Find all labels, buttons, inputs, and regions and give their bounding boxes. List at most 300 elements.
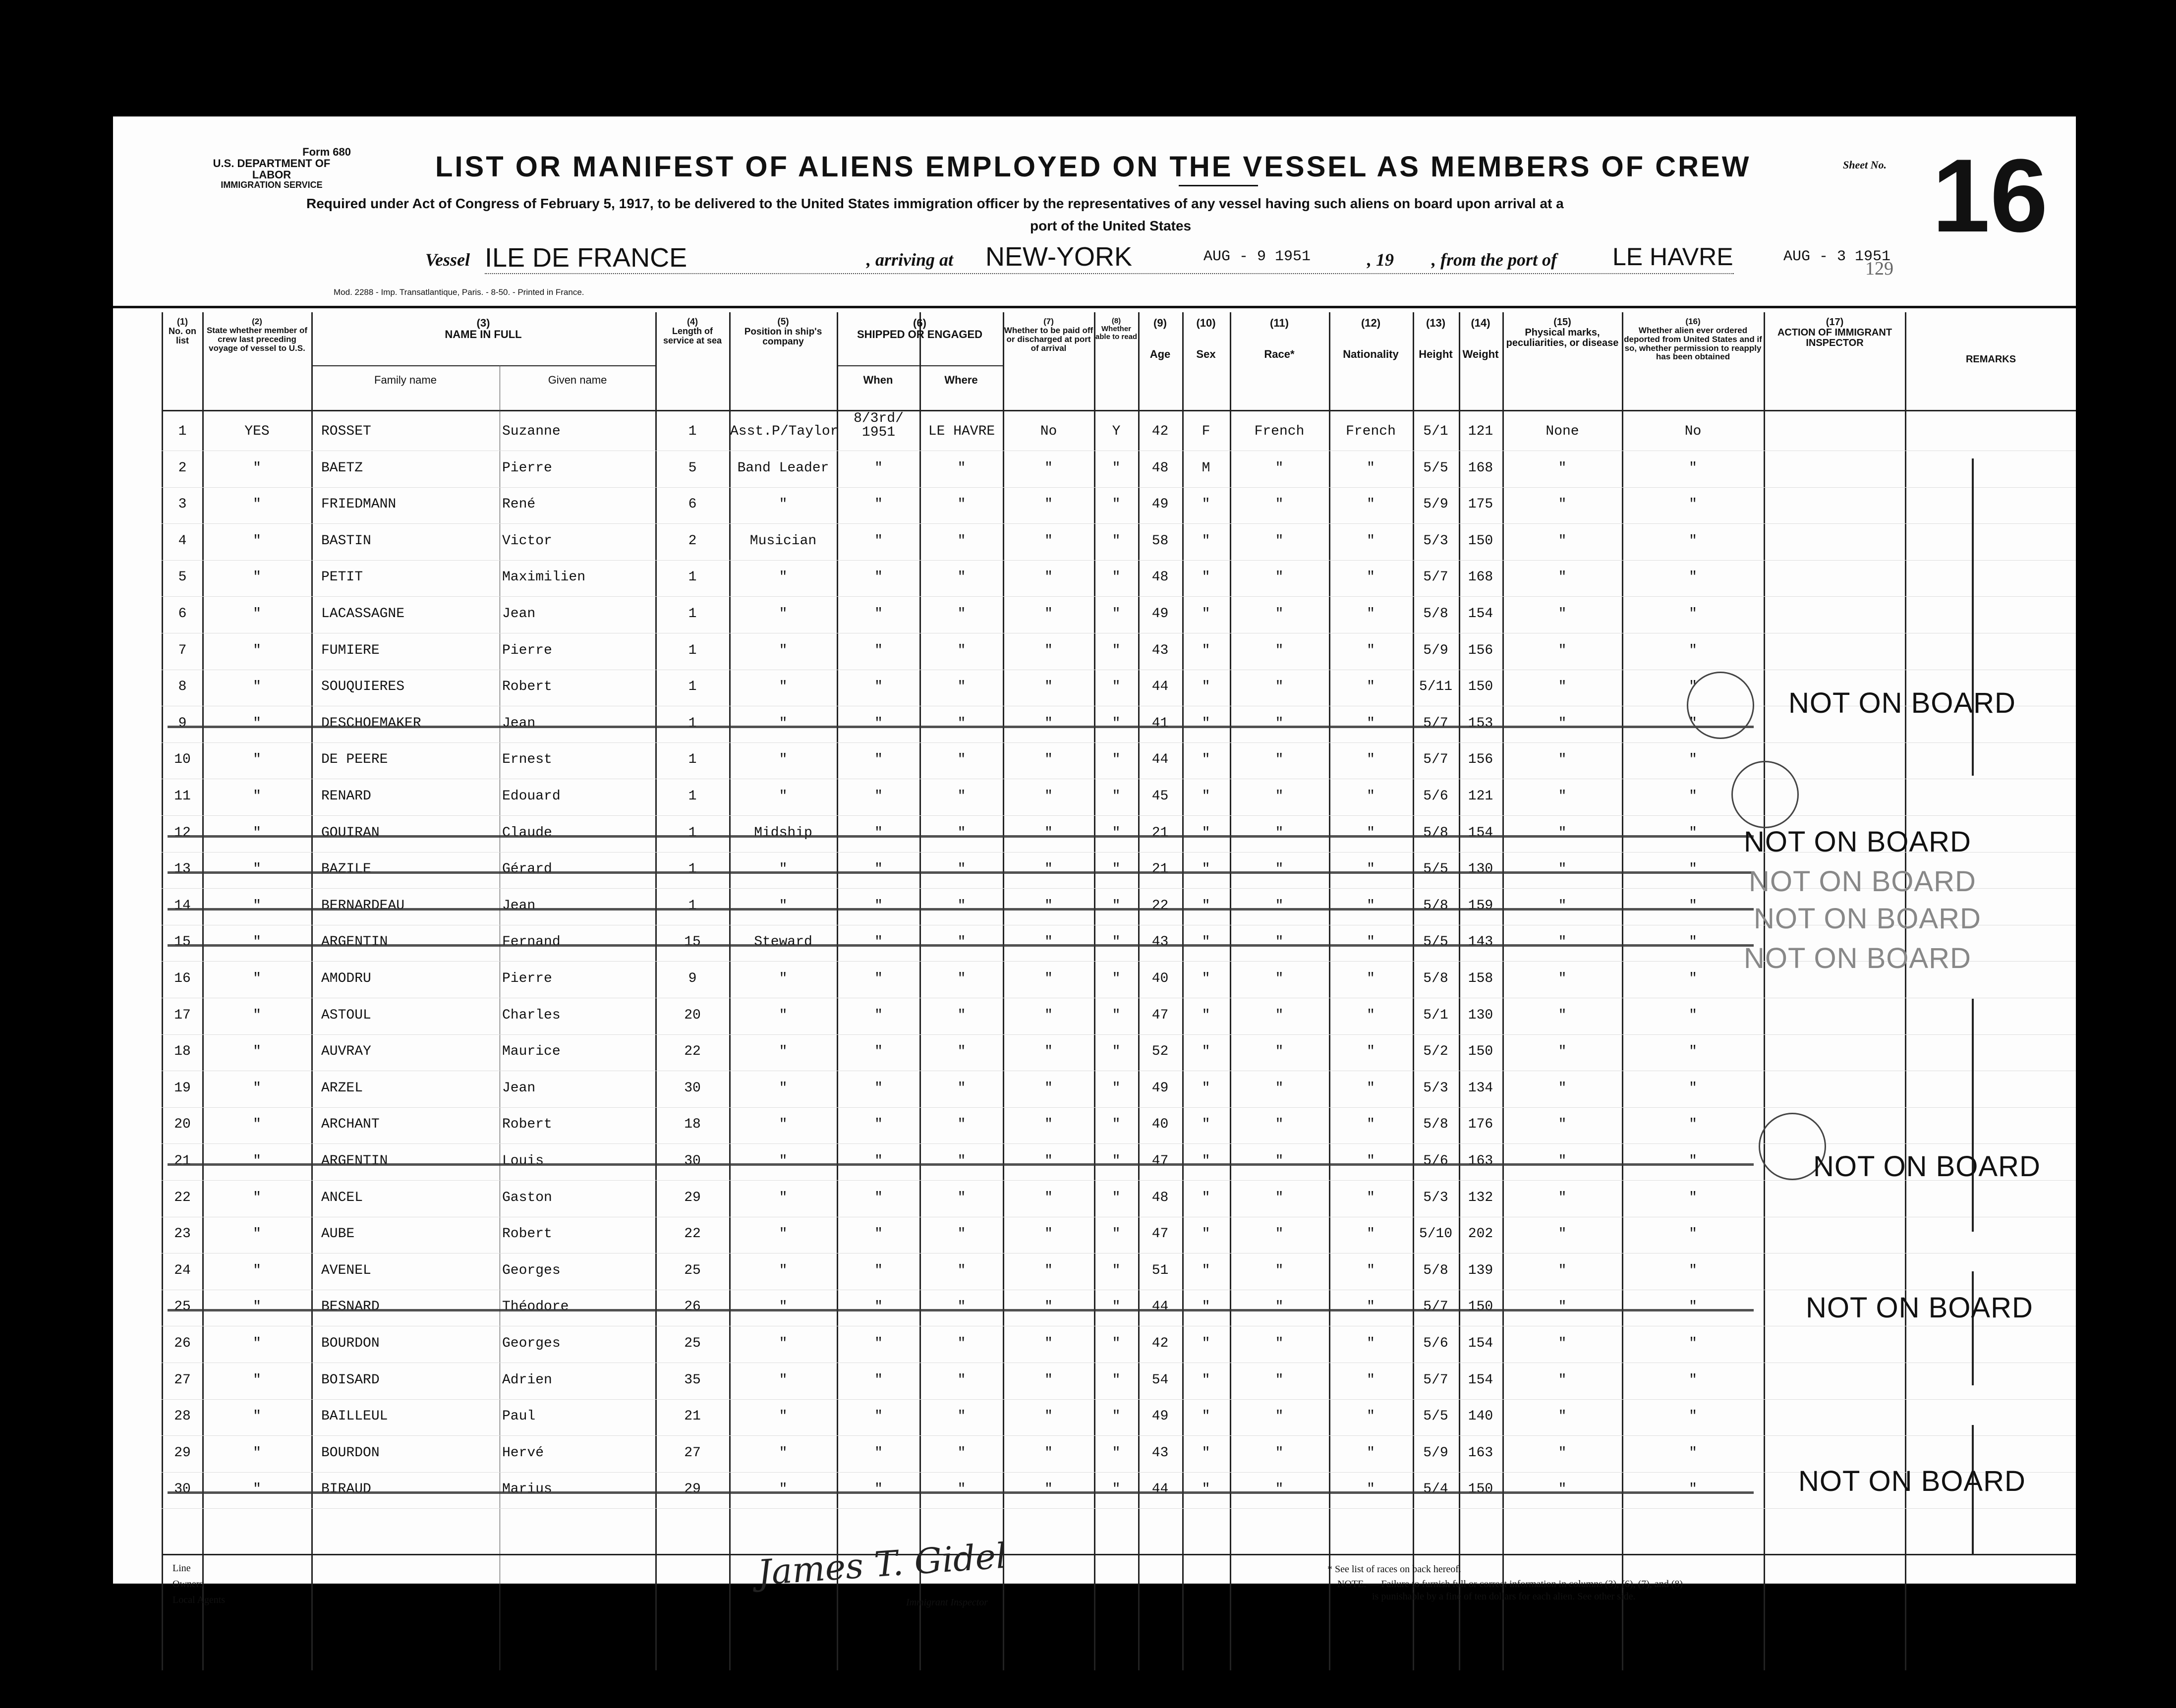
cell-no: 10 [174, 752, 191, 768]
cell-service: 1 [688, 424, 697, 439]
printer-line: Mod. 2288 - Imp. Transatlantique, Paris. - 8-50. - Printed in France. [334, 287, 584, 297]
cell-read: " [1112, 1481, 1121, 1497]
header-col-6: (6) SHIPPED OR ENGAGED [857, 317, 983, 341]
vessel-underline [485, 273, 1734, 274]
department: U.S. DEPARTMENT OF LABOR [213, 157, 331, 181]
cell-paid: " [1044, 1044, 1053, 1060]
cell-height: 5/3 [1423, 1080, 1448, 1096]
cell-service: 1 [688, 606, 697, 622]
cell-where: " [957, 1007, 966, 1023]
cell-given: Ernest [502, 752, 552, 768]
cell-position: " [779, 642, 788, 658]
cell-race: " [1275, 1481, 1284, 1497]
col-divider [311, 312, 313, 1670]
cell-when: " [874, 1190, 883, 1205]
cell-given: Hervé [502, 1445, 544, 1461]
cell-race: " [1275, 497, 1284, 512]
cell-weight: 132 [1468, 1190, 1493, 1205]
cell-family: AUBE [321, 1226, 355, 1242]
cell-family: ASTOUL [321, 1007, 371, 1023]
cell-age: 21 [1151, 825, 1169, 841]
cell-read: Y [1112, 424, 1121, 439]
cell-marks: None [1546, 424, 1579, 439]
cell-no: 11 [174, 789, 191, 804]
cell-no: 18 [174, 1044, 191, 1060]
year-label: , 19 [1367, 250, 1394, 270]
cell-marks: " [1558, 569, 1567, 585]
inspector-bracket [1972, 999, 1974, 1232]
cell-sex: " [1202, 1372, 1210, 1388]
cell-race: " [1275, 789, 1284, 804]
cell-position: " [779, 1153, 788, 1169]
cell-marks: " [1558, 752, 1567, 768]
cell-race: " [1275, 1007, 1284, 1023]
cell-position: " [779, 606, 788, 622]
cell-given: Paul [502, 1409, 536, 1424]
cell-deported: " [1689, 825, 1697, 841]
cell-when: " [874, 679, 883, 695]
cell-sex: " [1202, 1336, 1210, 1351]
cell-given: Maurice [502, 1044, 561, 1060]
cell-marks: " [1558, 1409, 1567, 1424]
cell-sex: " [1202, 752, 1210, 768]
cell-marks: " [1558, 1445, 1567, 1461]
cell-no: 21 [174, 1153, 191, 1169]
header-col-8: (8) Whether able to read [1095, 317, 1138, 341]
not-on-board-stamp: NOT ON BOARD [1744, 826, 1971, 858]
cell-family: LACASSAGNE [321, 606, 405, 622]
cell-sex: " [1202, 861, 1210, 877]
cell-when: " [874, 1117, 883, 1133]
cell-no: 29 [174, 1445, 191, 1461]
cell-height: 5/6 [1423, 789, 1448, 804]
cell-when: " [874, 934, 883, 950]
cell-no: 27 [174, 1372, 191, 1388]
cell-height: 5/6 [1423, 1336, 1448, 1351]
cell-height: 5/3 [1423, 1190, 1448, 1205]
cell-position: " [779, 679, 788, 695]
cell-no: 13 [174, 861, 191, 877]
cell-deported: " [1689, 971, 1697, 986]
cell-given: Jean [502, 898, 536, 913]
cell-prev: " [253, 679, 261, 695]
cell-height: 5/7 [1423, 1299, 1448, 1315]
requirement-text-2: port of the United States [1030, 218, 1192, 233]
cell-deported: No [1684, 424, 1702, 439]
cell-family: BOISARD [321, 1372, 380, 1388]
cell-where: " [957, 642, 966, 658]
cell-paid: " [1044, 497, 1053, 512]
cell-marks: " [1558, 1190, 1567, 1205]
cell-marks: " [1558, 1336, 1567, 1351]
cell-service: 29 [684, 1481, 701, 1497]
cell-age: 44 [1151, 752, 1169, 768]
cell-marks: " [1558, 679, 1567, 695]
cell-given: Robert [502, 1226, 552, 1242]
cell-deported: " [1689, 497, 1697, 512]
cell-family: ARGENTIN [321, 1153, 388, 1169]
cell-service: 27 [684, 1445, 701, 1461]
cell-weight: 156 [1468, 752, 1493, 768]
cell-given: Jean [502, 715, 536, 731]
cell-given: Robert [502, 679, 552, 695]
cell-where: " [957, 1336, 966, 1351]
cell-where: " [957, 460, 966, 476]
cell-position: " [779, 1044, 788, 1060]
cell-paid: " [1044, 533, 1053, 549]
cell-family: GOUIRAN [321, 825, 380, 841]
cell-deported: " [1689, 1153, 1697, 1169]
cell-paid: " [1044, 1409, 1053, 1424]
cell-height: 5/8 [1423, 971, 1448, 986]
cell-service: 25 [684, 1262, 701, 1278]
manifest-title: LIST OR MANIFEST OF ALIENS EMPLOYED ON THE VESSEL AS MEMBERS OF CREW [435, 151, 1751, 183]
cell-sex: " [1202, 1445, 1210, 1461]
cell-family: ARZEL [321, 1080, 363, 1096]
cell-when: " [874, 1372, 883, 1388]
cell-marks: " [1558, 898, 1567, 913]
cell-weight: 168 [1468, 460, 1493, 476]
cell-race: " [1275, 1299, 1284, 1315]
cell-read: " [1112, 606, 1121, 622]
cell-prev: " [253, 825, 261, 841]
cell-race: " [1275, 971, 1284, 986]
cell-nat: " [1367, 1336, 1375, 1351]
cell-no: 4 [178, 533, 187, 549]
col-divider [1094, 312, 1095, 1670]
cell-read: " [1112, 898, 1121, 913]
cell-given: Marius [502, 1481, 552, 1497]
cell-marks: " [1558, 971, 1567, 986]
cell-when: " [874, 715, 883, 731]
row-rule [162, 596, 2076, 597]
strike-through-line [168, 944, 1754, 947]
cell-age: 44 [1151, 1299, 1169, 1315]
cell-prev: " [253, 533, 261, 549]
cell-read: " [1112, 1299, 1121, 1315]
cell-age: 49 [1151, 606, 1169, 622]
cell-position: " [779, 569, 788, 585]
cell-family: ANCEL [321, 1190, 363, 1205]
cell-deported: " [1689, 1117, 1697, 1133]
cell-position: " [779, 1117, 788, 1133]
cell-race: French [1254, 424, 1305, 439]
cell-weight: 150 [1468, 679, 1493, 695]
cell-read: " [1112, 715, 1121, 731]
cell-given: Suzanne [502, 424, 561, 439]
not-on-board-stamp: NOT ON BOARD [1813, 1150, 2041, 1183]
arrival-port: NEW-YORK [985, 242, 1133, 272]
cell-prev: " [253, 1409, 261, 1424]
cell-family: BAILLEUL [321, 1409, 388, 1424]
cell-position: Midship [754, 825, 812, 841]
cell-given: Pierre [502, 971, 552, 986]
cell-height: 5/7 [1423, 1372, 1448, 1388]
cell-age: 47 [1151, 1007, 1169, 1023]
cell-paid: " [1044, 861, 1053, 877]
cell-service: 1 [688, 752, 697, 768]
cell-position: " [779, 1481, 788, 1497]
strike-through-line [168, 871, 1754, 874]
footer-owners-label: Owners [172, 1579, 204, 1590]
cell-read: " [1112, 460, 1121, 476]
cell-no: 20 [174, 1117, 191, 1133]
cell-prev: " [253, 1080, 261, 1096]
cell-position: " [779, 1299, 788, 1315]
cell-age: 44 [1151, 1481, 1169, 1497]
cell-read: " [1112, 569, 1121, 585]
cell-weight: 150 [1468, 1299, 1493, 1315]
cell-paid: " [1044, 1299, 1053, 1315]
cell-paid: " [1044, 1153, 1053, 1169]
col-divider [1622, 312, 1623, 1670]
cell-age: 54 [1151, 1372, 1169, 1388]
cell-prev: " [253, 1262, 261, 1278]
cell-weight: 158 [1468, 971, 1493, 986]
cell-height: 5/7 [1423, 715, 1448, 731]
cell-family: BOURDON [321, 1336, 380, 1351]
cell-read: " [1112, 752, 1121, 768]
cell-sex: " [1202, 715, 1210, 731]
cell-weight: 154 [1468, 1336, 1493, 1351]
row-rule [162, 1472, 2076, 1473]
row-rule [162, 487, 2076, 488]
sheet-label: Sheet No. [1843, 159, 1887, 171]
cell-age: 48 [1151, 569, 1169, 585]
cell-sex: " [1202, 606, 1210, 622]
cell-height: 5/7 [1423, 569, 1448, 585]
header-col-3-family: Family name [374, 374, 437, 386]
cell-service: 5 [688, 460, 697, 476]
cell-read: " [1112, 1226, 1121, 1242]
cell-height: 5/3 [1423, 533, 1448, 549]
cell-when: " [874, 789, 883, 804]
cell-age: 43 [1151, 1445, 1169, 1461]
footer-agents-label: Local Agents [172, 1594, 226, 1605]
cell-no: 12 [174, 825, 191, 841]
cell-sex: " [1202, 569, 1210, 585]
col-divider [655, 312, 657, 1670]
col-divider [1329, 312, 1330, 1670]
cell-sex: " [1202, 679, 1210, 695]
cell-nat: " [1367, 460, 1375, 476]
shipped-subrule [837, 365, 1003, 366]
table-bottom-rule [162, 1554, 2076, 1555]
cell-prev: " [253, 569, 261, 585]
cell-given: Georges [502, 1336, 561, 1351]
footer-line-label: Line [172, 1563, 191, 1574]
cell-sex: " [1202, 1226, 1210, 1242]
cell-given: René [502, 497, 536, 512]
cell-service: 1 [688, 715, 697, 731]
col-divider [202, 312, 204, 1670]
cell-marks: " [1558, 1117, 1567, 1133]
header-col-16: (16) Whether alien ever ordered deported from United States and if so, whether permission to reapply has been obtained [1624, 317, 1762, 362]
consular-seal [1687, 672, 1754, 739]
cell-service: 1 [688, 861, 697, 877]
cell-service: 9 [688, 971, 697, 986]
cell-service: 1 [688, 789, 697, 804]
cell-deported: " [1689, 1080, 1697, 1096]
strike-through-line [168, 908, 1754, 911]
cell-height: 5/5 [1423, 934, 1448, 950]
cell-no: 1 [178, 424, 187, 439]
cell-race: " [1275, 1336, 1284, 1351]
cell-nat: " [1367, 934, 1375, 950]
cell-paid: " [1044, 569, 1053, 585]
cell-family: ROSSET [321, 424, 371, 439]
header-col-10: (10) Sex [1196, 317, 1216, 361]
cell-given: Victor [502, 533, 552, 549]
col-divider [919, 312, 921, 1670]
cell-prev: " [253, 715, 261, 731]
cell-prev: " [253, 1153, 261, 1169]
cell-prev: " [253, 1299, 261, 1315]
cell-no: 30 [174, 1481, 191, 1497]
not-on-board-stamp: NOT ON BOARD [1806, 1292, 2033, 1324]
cell-deported: " [1689, 1409, 1697, 1424]
cell-family: BAETZ [321, 460, 363, 476]
cell-sex: F [1202, 424, 1210, 439]
cell-weight: 153 [1468, 715, 1493, 731]
cell-sex: " [1202, 789, 1210, 804]
cell-race: " [1275, 752, 1284, 768]
header-col-3-given: Given name [548, 374, 607, 386]
cell-given: Louis [502, 1153, 544, 1169]
cell-given: Claude [502, 825, 552, 841]
cell-age: 43 [1151, 642, 1169, 658]
cell-race: " [1275, 460, 1284, 476]
cell-race: " [1275, 1153, 1284, 1169]
cell-prev: " [253, 1481, 261, 1497]
from-port-label: , from the port of [1432, 250, 1557, 270]
cell-age: 43 [1151, 934, 1169, 950]
cell-prev: " [253, 861, 261, 877]
header-col-14: (14) Weight [1462, 317, 1499, 361]
cell-deported: " [1689, 898, 1697, 913]
cell-read: " [1112, 497, 1121, 512]
cell-paid: " [1044, 1372, 1053, 1388]
cell-prev: " [253, 1190, 261, 1205]
cell-height: 5/1 [1423, 1007, 1448, 1023]
cell-marks: " [1558, 825, 1567, 841]
cell-marks: " [1558, 1299, 1567, 1315]
cell-weight: 202 [1468, 1226, 1493, 1242]
cell-weight: 150 [1468, 1044, 1493, 1060]
cell-no: 15 [174, 934, 191, 950]
cell-nat: " [1367, 1226, 1375, 1242]
cell-deported: " [1689, 642, 1697, 658]
header-col-6-when: When [863, 374, 893, 386]
cell-position: Musician [749, 533, 817, 549]
cell-height: 5/1 [1423, 424, 1448, 439]
cell-race: " [1275, 533, 1284, 549]
cell-marks: " [1558, 1007, 1567, 1023]
cell-race: " [1275, 715, 1284, 731]
cell-height: 5/9 [1423, 642, 1448, 658]
cell-read: " [1112, 1117, 1121, 1133]
cell-prev: " [253, 752, 261, 768]
cell-age: 51 [1151, 1262, 1169, 1278]
header-col-15: (15) Physical marks, peculiarities, or disease [1506, 317, 1619, 348]
cell-where: " [957, 1262, 966, 1278]
cell-height: 5/8 [1423, 606, 1448, 622]
cell-weight: 140 [1468, 1409, 1493, 1424]
row-rule [162, 1435, 2076, 1436]
cell-family: ARGENTIN [321, 934, 388, 950]
cell-weight: 121 [1468, 424, 1493, 439]
cell-read: " [1112, 533, 1121, 549]
cell-position: " [779, 789, 788, 804]
cell-given: Georges [502, 1262, 561, 1278]
cell-weight: 134 [1468, 1080, 1493, 1096]
cell-paid: " [1044, 789, 1053, 804]
cell-no: 2 [178, 460, 187, 476]
cell-given: Charles [502, 1007, 561, 1023]
cell-no: 26 [174, 1336, 191, 1351]
cell-deported: " [1689, 715, 1697, 731]
cell-given: Gaston [502, 1190, 552, 1205]
name-subrule [311, 365, 655, 366]
cell-position: " [779, 1190, 788, 1205]
cell-position: " [779, 497, 788, 512]
cell-when: " [874, 971, 883, 986]
cell-weight: 156 [1468, 642, 1493, 658]
strike-through-line [168, 1163, 1754, 1166]
cell-sex: " [1202, 642, 1210, 658]
cell-paid: " [1044, 1007, 1053, 1023]
col-divider [162, 312, 163, 1670]
cell-read: " [1112, 679, 1121, 695]
cell-marks: " [1558, 1080, 1567, 1096]
cell-race: " [1275, 934, 1284, 950]
cell-where: " [957, 1226, 966, 1242]
cell-when: " [874, 1153, 883, 1169]
header-col-13: (13) Height [1419, 317, 1453, 361]
cell-paid: " [1044, 679, 1053, 695]
cell-age: 40 [1151, 1117, 1169, 1133]
cell-read: " [1112, 1044, 1121, 1060]
cell-position: " [779, 752, 788, 768]
cell-nat: " [1367, 1409, 1375, 1424]
cell-where: LE HAVRE [928, 424, 995, 439]
col-divider [1003, 312, 1004, 1670]
cell-nat: " [1367, 1372, 1375, 1388]
cell-deported: " [1689, 533, 1697, 549]
cell-when: " [874, 533, 883, 549]
cell-age: 45 [1151, 789, 1169, 804]
cell-family: BOURDON [321, 1445, 380, 1461]
cell-paid: " [1044, 971, 1053, 986]
cell-height: 5/9 [1423, 497, 1448, 512]
cell-no: 17 [174, 1007, 191, 1023]
form-number: Form 680 [302, 146, 351, 158]
consular-seal [1731, 761, 1799, 828]
cell-where: " [957, 1044, 966, 1060]
table-top-rule [113, 306, 2076, 308]
cell-height: 5/9 [1423, 1445, 1448, 1461]
cell-read: " [1112, 642, 1121, 658]
cell-deported: " [1689, 752, 1697, 768]
cell-read: " [1112, 1409, 1121, 1424]
cell-prev: " [253, 1445, 261, 1461]
sheet-number: 16 [1932, 137, 2048, 254]
cell-when: " [874, 1007, 883, 1023]
cell-nat: " [1367, 1153, 1375, 1169]
form-identity [192, 146, 351, 190]
cell-weight: 154 [1468, 825, 1493, 841]
cell-sex: " [1202, 497, 1210, 512]
